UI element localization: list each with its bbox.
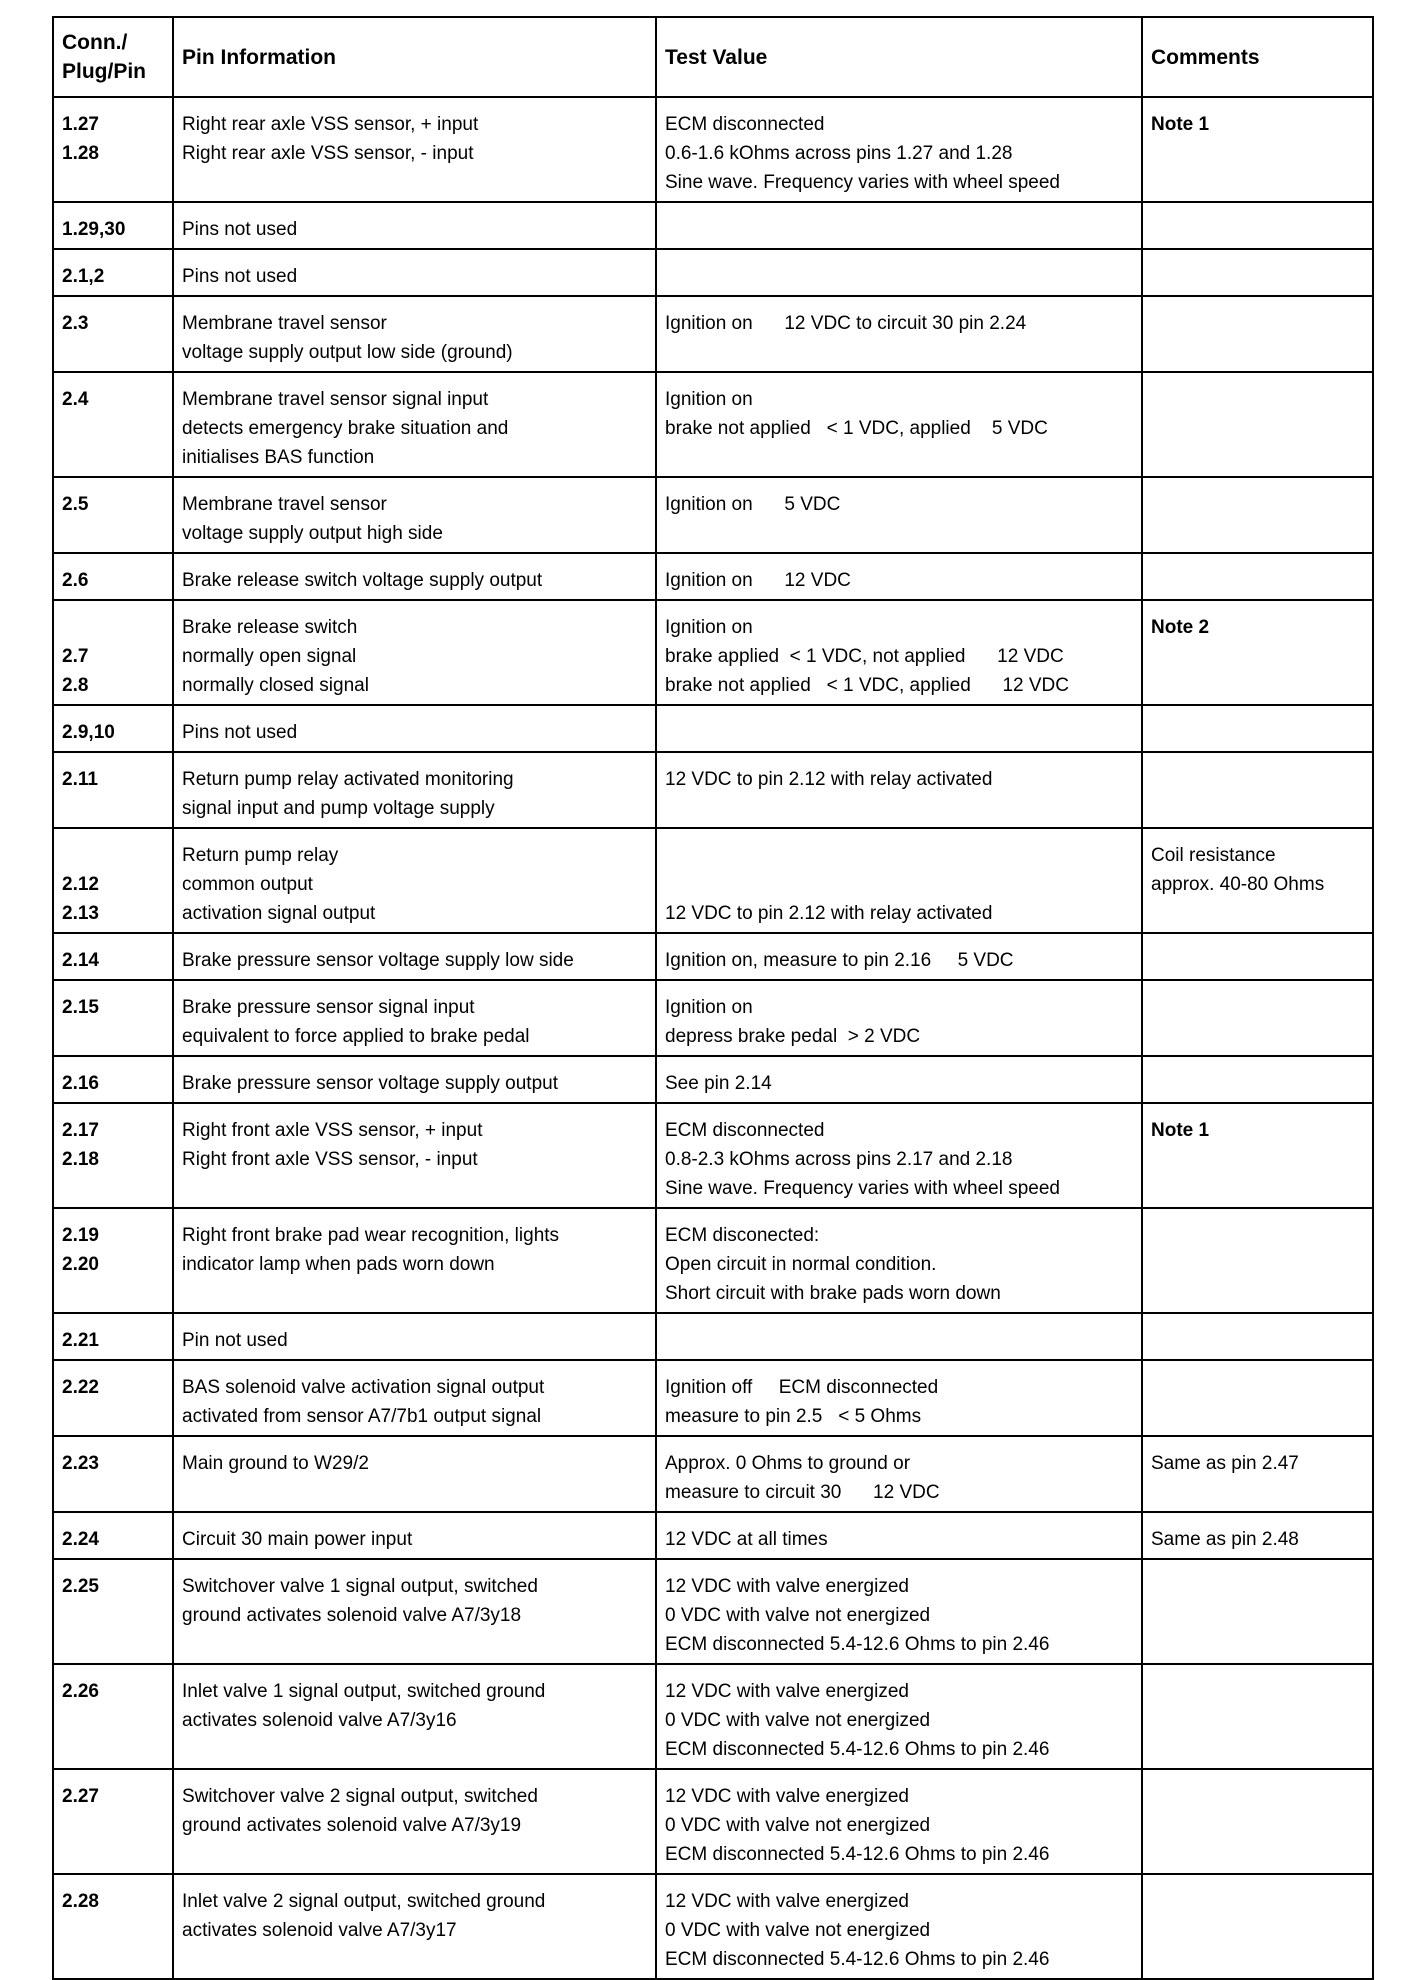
test-value-line: ECM disconnected: [665, 114, 825, 135]
comments-cell: [1142, 1559, 1373, 1664]
comments-cell: [1142, 1360, 1373, 1436]
test-value-line: 0.6-1.6 kOhms across pins 1.27 and 1.28: [665, 143, 1013, 164]
comments-cell: [1142, 933, 1373, 980]
test-value-line: 12 VDC with valve energized: [665, 1681, 909, 1702]
pin-info-line: Inlet valve 2 signal output, switched ground: [182, 1891, 546, 1912]
table-body: [53, 97, 1373, 1979]
test-value-line: brake not applied < 1 VDC, applied 5 VDC: [665, 418, 1048, 439]
pin-line: 2.8: [62, 675, 89, 696]
pin-line: 2.19: [62, 1225, 99, 1246]
comments-cell: [1142, 1512, 1373, 1559]
comments-cell: [1142, 477, 1373, 553]
pin-test-table: [52, 16, 1374, 1980]
pin-info-cell: [173, 1769, 656, 1874]
pin-info-line: Brake release switch: [182, 617, 358, 638]
pin-info-cell: [173, 1874, 656, 1979]
pin-info-line: Right rear axle VSS sensor, - input: [182, 143, 474, 164]
test-value-line: Sine wave. Frequency varies with wheel speed: [665, 172, 1060, 193]
comments-cell: [1142, 980, 1373, 1056]
pin-line: 1.27: [62, 114, 99, 135]
test-value-line: 12 VDC with valve energized: [665, 1786, 909, 1807]
pin-info-line: activated from sensor A7/7b1 output signal: [182, 1406, 542, 1427]
pin-cell: [53, 933, 173, 980]
test-value-line: 12 VDC with valve energized: [665, 1891, 909, 1912]
pin-info-line: Right front axle VSS sensor, - input: [182, 1149, 478, 1170]
test-value-line: Ignition off ECM disconnected: [665, 1377, 939, 1398]
pin-info-line: Membrane travel sensor: [182, 313, 387, 334]
test-value-line: Ignition on 12 VDC to circuit 30 pin 2.24: [665, 313, 1027, 334]
test-value-line: Open circuit in normal condition.: [665, 1254, 937, 1275]
comments-cell: [1142, 1208, 1373, 1313]
test-value-cell: [656, 202, 1142, 249]
test-value-cell: [656, 1436, 1142, 1512]
comments-cell: [1142, 372, 1373, 477]
test-value-line: measure to circuit 30 12 VDC: [665, 1482, 940, 1503]
pin-cell: [53, 1313, 173, 1360]
test-value-line: [665, 870, 1133, 899]
test-value-line: 0 VDC with valve not energized: [665, 1605, 931, 1626]
comments-cell: [1142, 1769, 1373, 1874]
test-value-cell: [656, 1512, 1142, 1559]
pin-info-cell: [173, 1436, 656, 1512]
test-value-line: brake applied < 1 VDC, not applied 12 VDC: [665, 646, 1064, 667]
pin-line: 2.16: [62, 1073, 99, 1094]
comments-cell: [1142, 1874, 1373, 1979]
test-value-line: Ignition on, measure to pin 2.16 5 VDC: [665, 950, 1014, 971]
test-value-line: 0.8-2.3 kOhms across pins 2.17 and 2.18: [665, 1149, 1013, 1170]
pin-cell: [53, 1360, 173, 1436]
comments-cell: [1142, 1103, 1373, 1208]
pin-info-line: detects emergency brake situation and: [182, 418, 509, 439]
pin-cell: [53, 1874, 173, 1979]
pin-info-line: Right front axle VSS sensor, + input: [182, 1120, 483, 1141]
pin-info-line: Brake release switch voltage supply output: [182, 570, 543, 591]
table-row: [53, 372, 1373, 477]
pin-line: [62, 841, 164, 870]
comments-line: approx. 40-80 Ohms: [1151, 874, 1325, 895]
comments-line: Same as pin 2.48: [1151, 1529, 1299, 1550]
pin-info-line: Brake pressure sensor voltage supply low side: [182, 950, 574, 971]
pin-info-line: signal input and pump voltage supply: [182, 798, 495, 819]
comments-cell: [1142, 752, 1373, 828]
comments-cell: [1142, 600, 1373, 705]
table-row: [53, 1103, 1373, 1208]
test-value-line: ECM disconnected 5.4-12.6 Ohms to pin 2.46: [665, 1634, 1050, 1655]
table-row: [53, 1313, 1373, 1360]
pin-info-line: ground activates solenoid valve A7/3y19: [182, 1815, 522, 1836]
pin-info-cell: [173, 980, 656, 1056]
test-value-line: ECM disconected:: [665, 1225, 820, 1246]
pin-info-cell: [173, 249, 656, 296]
pin-cell: [53, 1512, 173, 1559]
pin-line: 2.1,2: [62, 266, 105, 287]
pin-cell: [53, 752, 173, 828]
test-value-line: 12 VDC to pin 2.12 with relay activated: [665, 769, 993, 790]
test-value-line: Ignition on 5 VDC: [665, 494, 841, 515]
pin-line: 2.6: [62, 570, 89, 591]
pin-cell: [53, 1208, 173, 1313]
table-row: [53, 97, 1373, 202]
pin-cell: [53, 828, 173, 933]
table-row: [53, 1436, 1373, 1512]
test-value-cell: [656, 372, 1142, 477]
test-value-line: Ignition on: [665, 997, 753, 1018]
table-row: [53, 202, 1373, 249]
pin-info-line: Pins not used: [182, 722, 298, 743]
pin-line: 2.24: [62, 1529, 99, 1550]
test-value-line: Ignition on: [665, 617, 753, 638]
test-value-line: ECM disconnected 5.4-12.6 Ohms to pin 2.46: [665, 1739, 1050, 1760]
header-test-value: Test Value: [656, 17, 1142, 97]
pin-cell: [53, 1559, 173, 1664]
test-value-cell: [656, 1056, 1142, 1103]
pin-line: 2.11: [62, 769, 98, 790]
test-value-line: Ignition on 12 VDC: [665, 570, 851, 591]
header-pin-information: Pin Information: [173, 17, 656, 97]
test-value-line: depress brake pedal > 2 VDC: [665, 1026, 921, 1047]
pin-test-table-page: [52, 16, 1372, 1980]
pin-line: 2.17: [62, 1120, 99, 1141]
pin-cell: [53, 1769, 173, 1874]
pin-line: 2.22: [62, 1377, 99, 1398]
test-value-cell: [656, 249, 1142, 296]
pin-info-line: BAS solenoid valve activation signal output: [182, 1377, 545, 1398]
pin-cell: [53, 705, 173, 752]
comments-cell: [1142, 1664, 1373, 1769]
pin-info-cell: [173, 1512, 656, 1559]
pin-line: 2.9,10: [62, 722, 115, 743]
pin-info-line: Membrane travel sensor: [182, 494, 387, 515]
pin-line: 2.21: [62, 1330, 99, 1351]
comments-cell: [1142, 1436, 1373, 1512]
table-row: [53, 752, 1373, 828]
pin-cell: [53, 202, 173, 249]
table-row: [53, 980, 1373, 1056]
test-value-line: ECM disconnected 5.4-12.6 Ohms to pin 2.46: [665, 1949, 1050, 1970]
test-value-line: ECM disconnected 5.4-12.6 Ohms to pin 2.46: [665, 1844, 1050, 1865]
pin-cell: [53, 1056, 173, 1103]
table-row: [53, 1360, 1373, 1436]
comments-cell: [1142, 249, 1373, 296]
test-value-line: Sine wave. Frequency varies with wheel speed: [665, 1178, 1060, 1199]
comments-line: Same as pin 2.47: [1151, 1453, 1299, 1474]
pin-info-line: voltage supply output low side (ground): [182, 342, 513, 363]
test-value-cell: [656, 600, 1142, 705]
pin-info-line: Pins not used: [182, 266, 298, 287]
pin-info-cell: [173, 828, 656, 933]
pin-info-line: Brake pressure sensor voltage supply output: [182, 1073, 558, 1094]
pin-info-cell: [173, 705, 656, 752]
header-comments: Comments: [1142, 17, 1373, 97]
test-value-line: 12 VDC to pin 2.12 with relay activated: [665, 903, 993, 924]
pin-info-line: normally closed signal: [182, 675, 369, 696]
test-value-line: 12 VDC with valve energized: [665, 1576, 909, 1597]
table-header-row: [53, 17, 1373, 97]
pin-line: 2.20: [62, 1254, 99, 1275]
test-value-line: brake not applied < 1 VDC, applied 12 VDC: [665, 675, 1069, 696]
pin-line: 1.29,30: [62, 219, 126, 240]
pin-cell: [53, 1436, 173, 1512]
header-conn-plug-pin: Conn./ Plug/Pin: [53, 17, 173, 97]
pin-line: 2.25: [62, 1576, 99, 1597]
test-value-cell: [656, 1769, 1142, 1874]
pin-cell: [53, 600, 173, 705]
pin-cell: [53, 249, 173, 296]
test-value-cell: [656, 97, 1142, 202]
table-row: [53, 600, 1373, 705]
table-row: [53, 705, 1373, 752]
test-value-cell: [656, 553, 1142, 600]
table-row: [53, 249, 1373, 296]
comments-cell: [1142, 828, 1373, 933]
test-value-cell: [656, 1313, 1142, 1360]
pin-info-line: Circuit 30 main power input: [182, 1529, 413, 1550]
pin-line: 2.23: [62, 1453, 99, 1474]
test-value-cell: [656, 477, 1142, 553]
table-row: [53, 296, 1373, 372]
comments-cell: [1142, 296, 1373, 372]
test-value-line: Ignition on: [665, 389, 753, 410]
pin-info-cell: [173, 97, 656, 202]
pin-info-line: initialises BAS function: [182, 447, 375, 468]
pin-cell: [53, 477, 173, 553]
table-row: [53, 1056, 1373, 1103]
pin-line: 2.13: [62, 903, 99, 924]
table-row: [53, 1769, 1373, 1874]
pin-info-cell: [173, 752, 656, 828]
test-value-line: measure to pin 2.5 < 5 Ohms: [665, 1406, 922, 1427]
comments-line: Note 1: [1151, 114, 1210, 135]
pin-info-cell: [173, 202, 656, 249]
pin-cell: [53, 553, 173, 600]
table-row: [53, 1208, 1373, 1313]
pin-info-line: Inlet valve 1 signal output, switched ground: [182, 1681, 546, 1702]
pin-info-line: activation signal output: [182, 903, 376, 924]
pin-info-line: Switchover valve 1 signal output, switched: [182, 1576, 538, 1597]
comments-cell: [1142, 202, 1373, 249]
pin-cell: [53, 1664, 173, 1769]
test-value-line: 0 VDC with valve not energized: [665, 1710, 931, 1731]
pin-info-cell: [173, 1103, 656, 1208]
comments-cell: [1142, 705, 1373, 752]
pin-line: 2.7: [62, 646, 89, 667]
pin-info-line: indicator lamp when pads worn down: [182, 1254, 495, 1275]
pin-info-line: Right rear axle VSS sensor, + input: [182, 114, 479, 135]
table-row: [53, 477, 1373, 553]
pin-cell: [53, 296, 173, 372]
pin-cell: [53, 97, 173, 202]
test-value-cell: [656, 1874, 1142, 1979]
test-value-cell: [656, 980, 1142, 1056]
pin-info-cell: [173, 1664, 656, 1769]
comments-line: Note 1: [1151, 1120, 1210, 1141]
table-row: [53, 1874, 1373, 1979]
test-value-cell: [656, 1103, 1142, 1208]
test-value-line: ECM disconnected: [665, 1120, 825, 1141]
pin-info-cell: [173, 372, 656, 477]
test-value-line: Approx. 0 Ohms to ground or: [665, 1453, 911, 1474]
pin-info-line: Right front brake pad wear recognition, lights: [182, 1225, 560, 1246]
pin-info-cell: [173, 1559, 656, 1664]
test-value-cell: [656, 828, 1142, 933]
pin-info-cell: [173, 1208, 656, 1313]
pin-line: 2.14: [62, 950, 99, 971]
table-row: [53, 1512, 1373, 1559]
comments-cell: [1142, 1056, 1373, 1103]
table-row: [53, 933, 1373, 980]
comments-cell: [1142, 553, 1373, 600]
pin-info-cell: [173, 296, 656, 372]
pin-info-cell: [173, 600, 656, 705]
test-value-line: 0 VDC with valve not energized: [665, 1920, 931, 1941]
pin-info-line: activates solenoid valve A7/3y17: [182, 1920, 457, 1941]
pin-info-cell: [173, 933, 656, 980]
test-value-cell: [656, 933, 1142, 980]
table-row: [53, 1559, 1373, 1664]
pin-info-line: ground activates solenoid valve A7/3y18: [182, 1605, 522, 1626]
test-value-cell: [656, 705, 1142, 752]
pin-info-cell: [173, 553, 656, 600]
test-value-cell: [656, 296, 1142, 372]
pin-info-line: Switchover valve 2 signal output, switched: [182, 1786, 538, 1807]
pin-info-line: Return pump relay: [182, 845, 339, 866]
pin-info-line: Brake pressure sensor signal input: [182, 997, 475, 1018]
pin-info-line: Main ground to W29/2: [182, 1453, 369, 1474]
pin-line: 2.28: [62, 1891, 99, 1912]
pin-info-line: voltage supply output high side: [182, 523, 443, 544]
pin-line: 2.15: [62, 997, 99, 1018]
pin-info-cell: [173, 1360, 656, 1436]
pin-info-cell: [173, 1313, 656, 1360]
pin-info-line: Return pump relay activated monitoring: [182, 769, 514, 790]
pin-line: 2.5: [62, 494, 89, 515]
test-value-line: [665, 841, 1133, 870]
pin-cell: [53, 980, 173, 1056]
table-row: [53, 553, 1373, 600]
test-value-cell: [656, 1360, 1142, 1436]
pin-info-line: activates solenoid valve A7/3y16: [182, 1710, 457, 1731]
pin-line: 2.12: [62, 874, 99, 895]
test-value-cell: [656, 1559, 1142, 1664]
pin-cell: [53, 1103, 173, 1208]
comments-cell: [1142, 1313, 1373, 1360]
table-row: [53, 828, 1373, 933]
pin-info-line: Membrane travel sensor signal input: [182, 389, 489, 410]
pin-line: 2.4: [62, 389, 89, 410]
pin-line: 2.3: [62, 313, 89, 334]
pin-info-line: normally open signal: [182, 646, 357, 667]
pin-line: 2.27: [62, 1786, 99, 1807]
pin-info-line: Pins not used: [182, 219, 298, 240]
pin-info-cell: [173, 1056, 656, 1103]
pin-line: 2.18: [62, 1149, 99, 1170]
pin-info-line: common output: [182, 874, 313, 895]
table-row: [53, 1664, 1373, 1769]
pin-cell: [53, 372, 173, 477]
pin-line: 2.26: [62, 1681, 99, 1702]
comments-line: Note 2: [1151, 617, 1210, 638]
test-value-line: 12 VDC at all times: [665, 1529, 828, 1550]
comments-cell: [1142, 97, 1373, 202]
pin-info-line: equivalent to force applied to brake pedal: [182, 1026, 530, 1047]
test-value-line: See pin 2.14: [665, 1073, 772, 1094]
test-value-cell: [656, 752, 1142, 828]
test-value-cell: [656, 1664, 1142, 1769]
test-value-line: 0 VDC with valve not energized: [665, 1815, 931, 1836]
comments-line: Coil resistance: [1151, 845, 1276, 866]
test-value-line: Short circuit with brake pads worn down: [665, 1283, 1001, 1304]
pin-line: 1.28: [62, 143, 99, 164]
pin-info-line: Pin not used: [182, 1330, 288, 1351]
test-value-cell: [656, 1208, 1142, 1313]
pin-info-cell: [173, 477, 656, 553]
pin-line: [62, 613, 164, 642]
